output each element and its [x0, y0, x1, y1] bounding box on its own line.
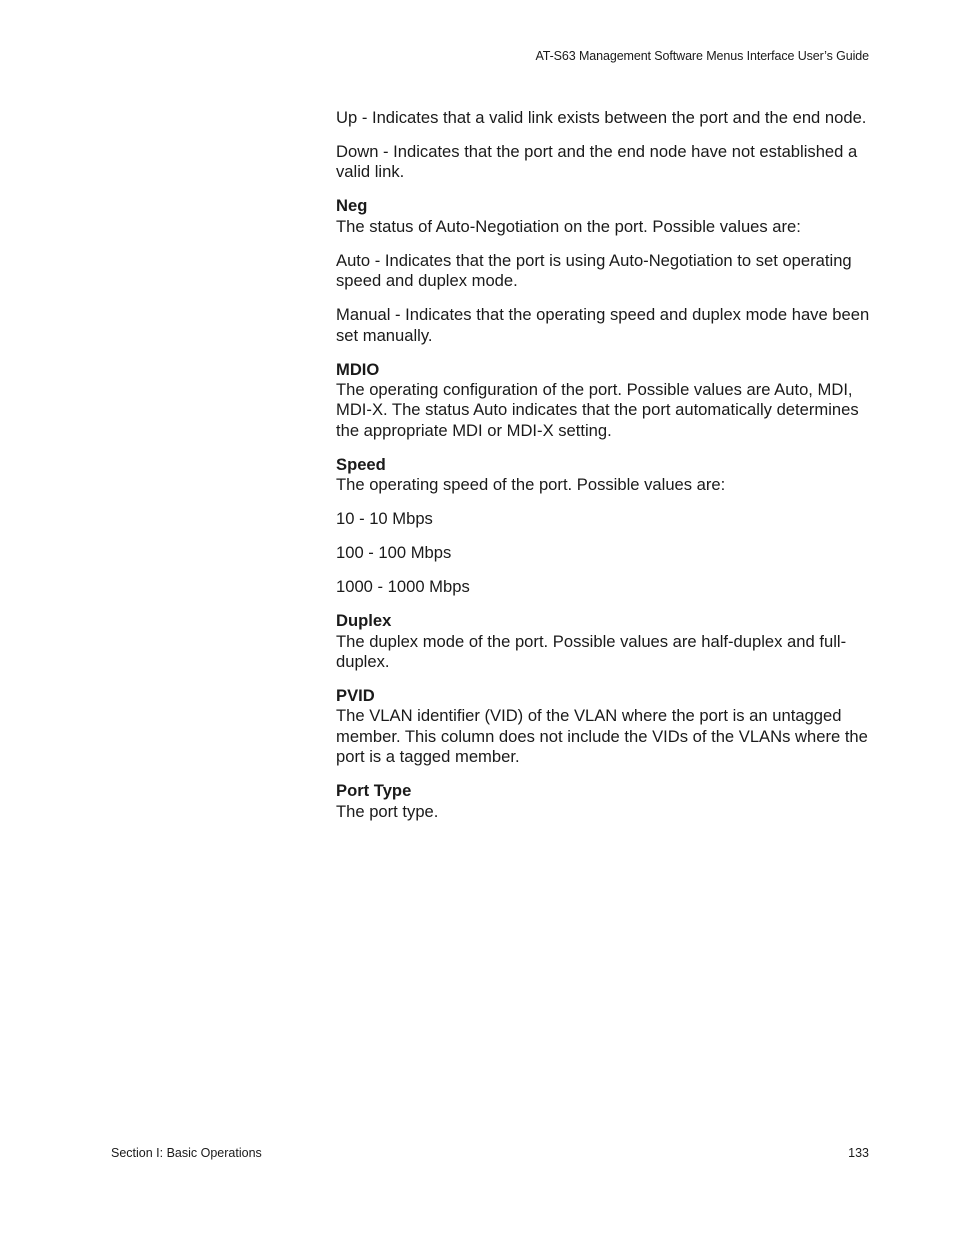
duplex-description: The duplex mode of the port. Possible values are half-duplex and full-duplex. — [336, 631, 847, 672]
speed-term: Speed — [336, 454, 386, 474]
pvid-term: PVID — [336, 686, 375, 706]
page-body — [336, 108, 870, 836]
speed-value-100: 100 - 100 Mbps — [336, 543, 452, 563]
port-type-section — [336, 781, 870, 822]
speed-value-10: 10 - 10 Mbps — [336, 509, 433, 529]
pvid-description: The VLAN identifier (VID) of the VLAN where the port is an untagged member. This column does not include the VIDs of the VLANs where the port is a tagged member. — [336, 706, 868, 767]
port-type-description: The port type. — [336, 801, 439, 821]
mdio-description: The operating configuration of the port. Possible values are Auto, MDI, MDI-X. The status Auto indicates that the port automatically determines the appropriate MDI or MDI-X setting. — [336, 380, 859, 440]
footer-section-title: Section I: Basic Operations — [111, 1146, 262, 1160]
mdio-section — [336, 360, 870, 442]
neg-term: Neg — [336, 196, 368, 216]
page-number: 133 — [848, 1146, 869, 1160]
neg-value-auto: Auto - Indicates that the port is using Auto-Negotiation to set operating speed and duplex mode. — [336, 250, 852, 291]
mdio-term: MDIO — [336, 359, 380, 379]
duplex-term: Duplex — [336, 611, 392, 631]
pvid-section — [336, 686, 870, 768]
running-header: AT-S63 Management Software Menus Interface User’s Guide — [535, 49, 869, 63]
neg-value-manual: Manual - Indicates that the operating speed and duplex mode have been set manually. — [336, 305, 870, 345]
port-type-term: Port Type — [336, 781, 412, 801]
neg-description: The status of Auto-Negotiation on the port. Possible values are: — [336, 216, 801, 236]
link-up-description: Up - Indicates that a valid link exists between the port and the end node. — [336, 108, 867, 127]
duplex-section — [336, 611, 870, 672]
link-down-description: Down - Indicates that the port and the end node have not established a valid link. — [336, 142, 858, 182]
speed-value-1000: 1000 - 1000 Mbps — [336, 577, 470, 597]
speed-section — [336, 455, 870, 496]
neg-section — [336, 196, 870, 237]
speed-description: The operating speed of the port. Possible values are: — [336, 475, 726, 495]
